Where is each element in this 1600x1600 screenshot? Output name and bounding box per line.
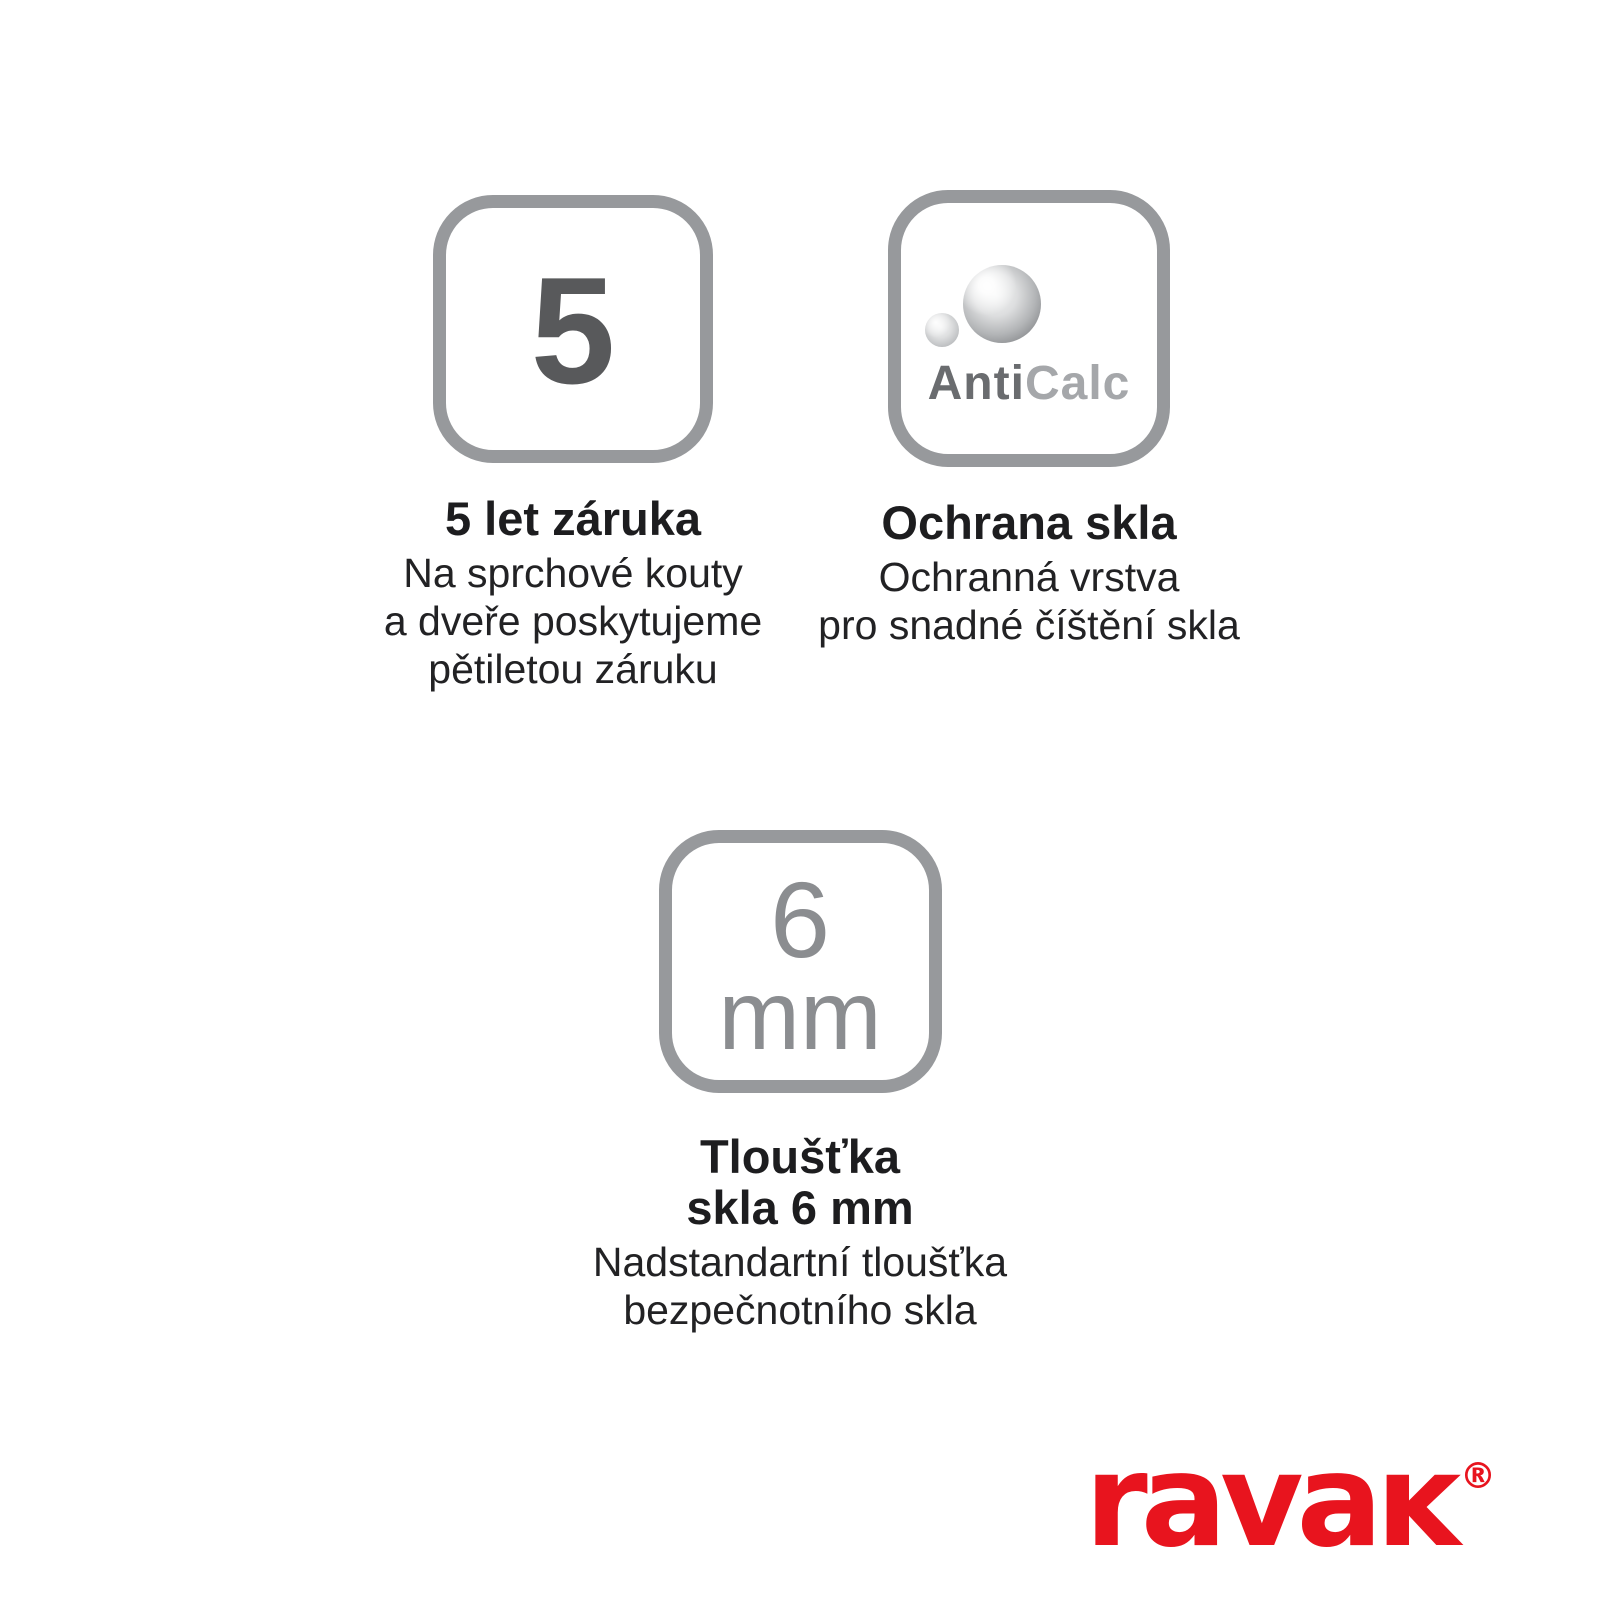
feature-glass-protection-title: Ochrana skla <box>881 496 1177 549</box>
description-line: Nadstandartní tloušťka <box>592 1239 1008 1285</box>
warranty-5-badge-icon <box>433 195 713 463</box>
anticalc-wordmark <box>901 357 1157 410</box>
ravak-logo <box>1084 1427 1496 1576</box>
feature-glass-protection-description <box>818 553 1240 649</box>
feature-warranty-title: 5 let záruka <box>444 492 702 545</box>
glass-thickness-value: 6 <box>769 858 831 980</box>
registered-trademark-icon: ® <box>1460 1456 1496 1497</box>
description-line: Ochranná vrstva <box>878 554 1180 600</box>
description-line: pro snadné číštění skla <box>818 602 1240 648</box>
feature-glass-thickness <box>480 830 1120 1334</box>
title-line: Tloušťka <box>699 1130 901 1183</box>
feature-glass-thickness-description <box>593 1238 1007 1334</box>
description-line: Na sprchové kouty <box>403 550 743 596</box>
glass-thickness-badge-icon <box>659 830 942 1093</box>
water-drop-small-icon <box>925 313 959 347</box>
anticalc-wordmark-anti: Anti <box>927 357 1025 410</box>
feature-glass-thickness-title <box>686 1131 913 1233</box>
feature-glass-protection <box>749 190 1309 649</box>
ravak-logo-text: ravaĸ <box>1084 1427 1454 1576</box>
warranty-years-number: 5 <box>530 246 616 416</box>
description-line: bezpečnotního skla <box>623 1287 977 1333</box>
water-drop-large-icon <box>963 265 1041 343</box>
anticalc-wordmark-calc: Calc <box>1024 357 1131 410</box>
anticalc-badge-icon <box>888 190 1170 467</box>
description-line: pětiletou záruku <box>428 646 718 692</box>
glass-thickness-unit: mm <box>718 959 882 1070</box>
title-line: skla 6 mm <box>686 1181 914 1234</box>
feature-warranty-description <box>384 549 762 693</box>
description-line: a dveře poskytujeme <box>383 598 763 644</box>
